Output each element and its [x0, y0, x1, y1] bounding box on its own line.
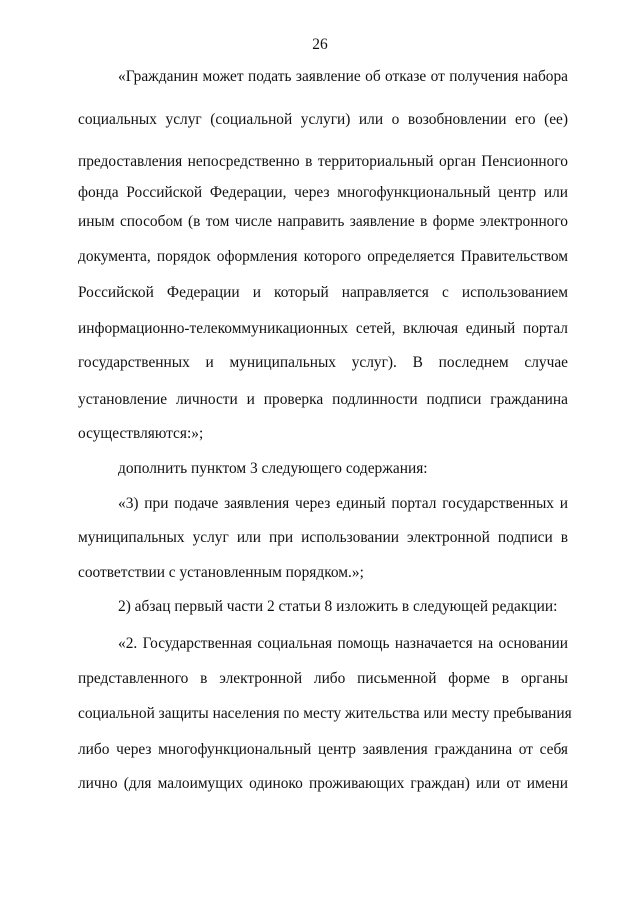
text-line: иным способом (в том числе направить заявление в форме электронного [78, 213, 568, 230]
text-line: фонда Российской Федерации, через многофункциональный центр или [78, 184, 568, 201]
text-line: социальной защиты населения по месту жительства или месту пребывания [78, 705, 572, 722]
text-line: «2. Государственная социальная помощь назначается на основании [118, 635, 568, 652]
text-line: «Гражданин может подать заявление об отказе от получения набора [118, 68, 568, 85]
text-line: соответствии с установленным порядком.»; [78, 564, 364, 581]
text-line: документа, порядок оформления которого определяется Правительством [78, 248, 568, 265]
page-number: 26 [312, 36, 328, 53]
text-line: государственных и муниципальных услуг). В последнем случае [78, 354, 568, 371]
text-line: дополнить пунктом 3 следующего содержания: [118, 460, 428, 477]
text-line: социальных услуг (социальной услуги) или о возобновлении его (ее) [78, 111, 568, 128]
text-line: 2) абзац первый части 2 статьи 8 изложить в следующей редакции: [118, 598, 558, 615]
text-line: установление личности и проверка подлинности подписи гражданина [78, 391, 568, 408]
text-line: представленного в электронной либо письменной форме в органы [78, 670, 568, 687]
text-line: «3) при подаче заявления через единый портал государственных и [118, 495, 568, 512]
text-line: Российской Федерации и который направляется с использованием [78, 284, 568, 301]
text-line: предоставления непосредственно в территориальный орган Пенсионного [78, 153, 568, 170]
text-line: муниципальных услуг или при использовании электронной подписи в [78, 529, 568, 546]
text-line: лично (для малоимущих одиноко проживающих граждан) или от имени [78, 775, 568, 792]
text-line: либо через многофункциональный центр заявления гражданина от себя [78, 741, 568, 758]
text-line: информационно-телекоммуникационных сетей, включая единый портал [78, 320, 568, 337]
text-line: осуществляются:»; [78, 425, 204, 442]
